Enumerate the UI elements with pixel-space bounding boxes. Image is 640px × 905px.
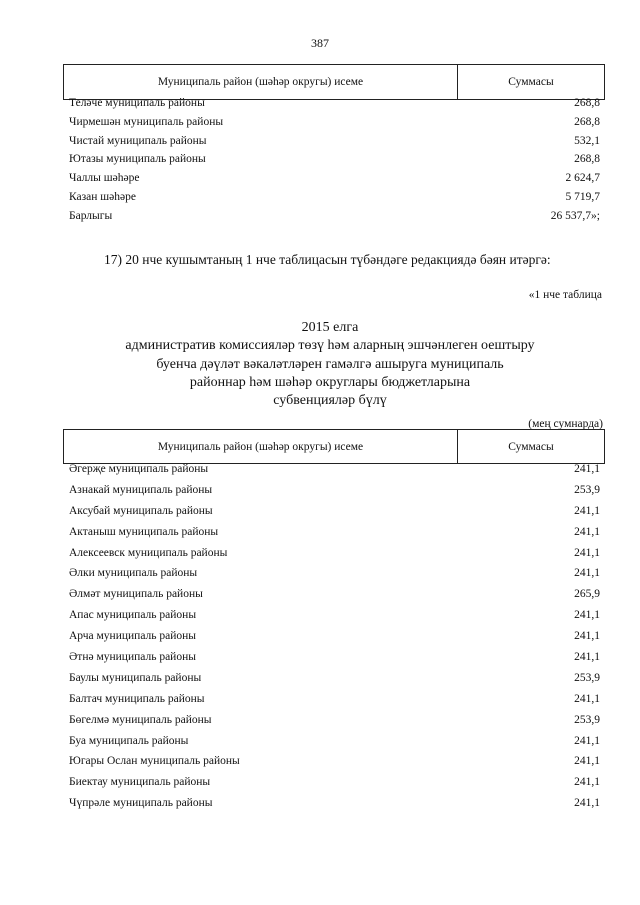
row-value: 253,9	[574, 671, 600, 684]
row-name: Казан шәһәре	[69, 190, 136, 203]
row-value: 241,1	[574, 609, 600, 622]
row-name: Азнакай муниципаль районы	[69, 483, 213, 496]
table2-header	[63, 429, 605, 464]
table-row	[69, 567, 600, 588]
row-name: Югары Ослан муниципаль районы	[69, 755, 240, 768]
row-value: 241,1	[574, 734, 600, 747]
table-row	[69, 714, 600, 735]
row-name: Баулы муниципаль районы	[69, 671, 202, 684]
row-value: 241,1	[574, 797, 600, 810]
row-name: Әгерҗе муниципаль районы	[69, 463, 209, 475]
table2-caption: «1 нче таблица	[528, 289, 602, 301]
table-row	[69, 97, 600, 116]
table-row	[69, 172, 600, 191]
row-value: 268,8	[574, 97, 600, 109]
row-name: Әлмәт муниципаль районы	[69, 588, 203, 601]
page-number: 387	[311, 36, 329, 50]
table2-body	[69, 463, 600, 818]
row-value: 241,1	[574, 463, 600, 475]
table-row	[69, 693, 600, 714]
row-value: 241,1	[574, 567, 600, 580]
table1-header-sum: Суммасы	[508, 76, 554, 88]
table2-header-sum: Суммасы	[508, 440, 554, 453]
row-value: 241,1	[574, 776, 600, 789]
table-row	[69, 505, 600, 526]
table2-title	[60, 319, 600, 410]
row-value: 268,8	[574, 115, 600, 128]
table-row	[69, 797, 600, 818]
row-value: 253,9	[574, 713, 600, 726]
row-value: 241,1	[574, 651, 600, 664]
table-row	[69, 135, 600, 154]
row-name: Арча муниципаль районы	[69, 630, 197, 643]
table-row	[69, 588, 600, 609]
row-value: 2 624,7	[565, 172, 600, 185]
row-name: Теләче муниципаль районы	[69, 97, 205, 109]
row-name: Ютазы муниципаль районы	[69, 153, 206, 166]
table1-header-name: Муниципаль район (шәһәр округы) исеме	[64, 65, 458, 99]
row-value: 532,1	[574, 134, 600, 147]
title-line: субвенцияләр бүлү	[273, 393, 387, 409]
row-name: Биектау муниципаль районы	[69, 776, 211, 789]
table2-header-name: Муниципаль район (шәһәр округы) исеме	[64, 430, 458, 463]
row-name: Чаллы шәһәре	[69, 172, 140, 185]
table-row	[69, 609, 600, 630]
table-row	[69, 210, 600, 229]
table2-units: (мең сумнарда)	[528, 418, 603, 430]
row-name: Чистай муниципаль районы	[69, 134, 207, 147]
row-name: Чүпрәле муниципаль районы	[69, 797, 213, 810]
title-line: 2015 елга	[301, 320, 359, 335]
row-name: Актаныш муниципаль районы	[69, 525, 219, 538]
title-line: буенча дәүләт вәкаләтләрен гамәлгә ашыруга муниципаль	[156, 356, 504, 372]
table-row	[69, 526, 600, 547]
table-row	[69, 651, 600, 672]
row-value: 253,9	[574, 483, 600, 496]
table-row	[69, 463, 600, 484]
table1-body	[69, 97, 600, 229]
table-row	[69, 776, 600, 797]
amendment-text: 17) 20 нче кушымтаның 1 нче таблицасын түбәндәге редакциядә бәян итәргә:	[104, 252, 551, 267]
row-value: 241,1	[574, 630, 600, 643]
table-row	[69, 116, 600, 135]
table-row	[69, 735, 600, 756]
row-value: 5 719,7	[565, 190, 600, 203]
row-name: Балтач муниципаль районы	[69, 692, 205, 705]
row-value: 241,1	[574, 755, 600, 768]
row-value: 241,1	[574, 546, 600, 559]
title-line: административ комиссияләр төзү һәм аларның эшчәнлеген оештыру	[125, 338, 535, 354]
table-row	[69, 191, 600, 210]
row-name: Әтнә муниципаль районы	[69, 651, 196, 664]
row-value: 268,8	[574, 153, 600, 166]
row-name: Алексеевск муниципаль районы	[69, 546, 228, 559]
row-value: 241,1	[574, 504, 600, 517]
row-name: Буа муниципаль районы	[69, 734, 189, 747]
table-row	[69, 153, 600, 172]
row-name: Чирмешән муниципаль районы	[69, 115, 224, 128]
row-name: Апас муниципаль районы	[69, 609, 197, 622]
row-value: 241,1	[574, 692, 600, 705]
table-row	[69, 630, 600, 651]
table-row	[69, 484, 600, 505]
row-name: Әлки муниципаль районы	[69, 567, 198, 580]
row-name: Бөгелмә муниципаль районы	[69, 713, 212, 726]
row-value: 241,1	[574, 525, 600, 538]
table-row	[69, 755, 600, 776]
row-name: Барлыгы	[69, 209, 113, 222]
row-name: Аксубай муниципаль районы	[69, 504, 213, 517]
table-row	[69, 672, 600, 693]
row-value: 26 537,7»;	[550, 209, 600, 222]
row-value: 265,9	[574, 588, 600, 601]
table-row	[69, 547, 600, 568]
title-line: районнар һәм шәһәр округлары бюджетларына	[189, 374, 471, 390]
table1-header	[63, 64, 605, 100]
